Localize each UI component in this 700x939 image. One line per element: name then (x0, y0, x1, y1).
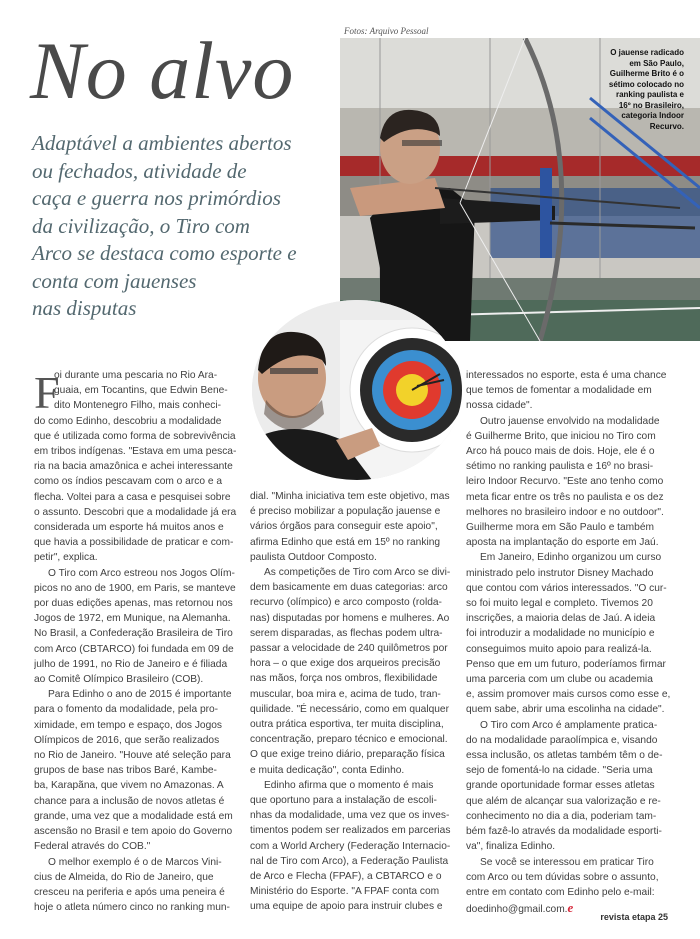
text-line: timentos podem ser realizados em parcerias (250, 825, 451, 837)
text-line: nal de Tiro com Arco), a Federação Paulista (250, 855, 449, 867)
text-line: Federal através do COB." (34, 841, 151, 853)
text-line: melhores no brasileiro indoor e no outdoor". (466, 506, 664, 518)
paragraph (250, 489, 456, 565)
caption-line: em São Paulo, (629, 58, 684, 68)
text-line: Em Janeiro, Edinho organizou um curso (480, 552, 662, 564)
text-line: grupos de base nas tribos Baré, Kambe- (34, 765, 217, 777)
text-line: que oportuno para a instalação de escoli- (250, 795, 437, 807)
article-column-2 (250, 489, 456, 915)
text-line: no Rio de Janeiro. "Houve até seleção para (34, 750, 231, 762)
text-line: conhecimento no dia a dia, poderiam tam- (466, 810, 657, 822)
paragraph (250, 778, 456, 915)
text-line: Outro jauense envolvido na modalidade (480, 415, 660, 427)
text-line: é preciso mobilizar a população jauense e (250, 506, 441, 518)
text-line: Arco há pouco mais de dois. Hoje, ele é o (466, 446, 655, 458)
text-line: ministrado pelo instrutor Disney Machado (466, 567, 654, 579)
text-line: quilidade. "É necessário, como em qualquer (250, 703, 449, 715)
paragraph (34, 855, 240, 916)
article-column-1 (34, 368, 240, 915)
text-line: dem basicamente em duas categorias: arco (250, 582, 448, 594)
caption-line: O jauense radicado (610, 48, 684, 57)
text-line: com a World Archery (Federação Internacio- (250, 840, 451, 852)
text-line: para o fomento da modalidade, pela pro- (34, 704, 219, 716)
text-line: Olímpicos de 2016, que serão realizados (34, 734, 220, 746)
end-of-article-mark: e (567, 900, 574, 916)
text-line: paulista Outdoor Composto. (250, 551, 377, 563)
text-line: muscular, boa mira e, acima de tudo, tran- (250, 688, 441, 700)
caption-line: Guilherme Brito é o (609, 69, 684, 78)
text-line: que contou com vários interessados. "O cur- (466, 582, 667, 594)
text-line: Edinho afirma que o momento é mais (264, 779, 434, 791)
paragraph (466, 368, 672, 414)
text-line: hoje o atleta número cinco no ranking mun- (34, 902, 230, 914)
text-line: considerada um esporte há muitos anos e (34, 522, 224, 534)
magazine-name: revista etapa (600, 912, 656, 922)
email-text: doedinho@gmail.com. (466, 904, 568, 916)
text-line: Se você se interessou em praticar Tiro (480, 856, 654, 868)
text-line: por duas edições apenas, mas retornou nos (34, 598, 233, 610)
text-line: va", finaliza Edinho. (466, 841, 556, 853)
text-line: é Guilherme Brito, que iniciou no Tiro com (466, 430, 656, 442)
subtitle-line: Adaptável a ambientes abertos (32, 131, 292, 155)
text-line: interessados no esporte, esta é uma chance (466, 370, 667, 381)
photo-caption (534, 48, 684, 132)
text-line: O Tiro com Arco é amplamente pratica- (480, 719, 658, 731)
text-line: leiro Indoor Recurvo. "Este ano tenho como (466, 476, 664, 488)
photo-credit: Fotos: Arquivo Pessoal (344, 26, 429, 36)
text-line: O que exige treino diário, preparação física (250, 749, 445, 761)
text-line: dial. "Minha iniciativa tem este objetivo, mas (250, 491, 450, 502)
text-line: passar a velocidade de 240 quilômetros por (250, 643, 448, 655)
subtitle-line: conta com jauenses (32, 268, 197, 293)
text-line: afirma Edinho que está em 15º no ranking (250, 536, 441, 548)
text-line: Guilherme mora em São Paulo e também (466, 522, 654, 534)
text-line: uma parceria com um clube ou academia (466, 674, 653, 686)
text-line: com Arco ou tem dúvidas sobre o assunto, (466, 871, 659, 883)
paragraph (250, 565, 456, 778)
text-line: e, assim promover mais cursos como esse e, (466, 689, 671, 701)
subtitle-line: ou fechados, atividade de (32, 158, 247, 183)
text-line: Para Edinho o ano de 2015 é importante (48, 689, 232, 701)
text-line: com Arco (CBTARCO) foi fundada em 09 de (34, 643, 234, 655)
text-line: outra prática esportiva, ter muita disciplina, (250, 719, 444, 731)
text-line: O Tiro com Arco estreou nos Jogos Olím- (48, 567, 235, 579)
text-line: chance para a inclusão de novos atletas é (34, 795, 225, 807)
text-line: No Brasil, a Confederação Brasileira de Tiro (34, 628, 233, 640)
text-line: serem disparadas, as flechas podem ultra- (250, 627, 443, 639)
text-line: O melhor exemplo é o de Marcos Vini- (48, 856, 222, 868)
text-line: hora – o que exige dos arqueiros precisão (250, 658, 441, 670)
subtitle-line: caça e guerra nos primórdios (32, 186, 281, 210)
text-line: bém fazê-lo através da modalidade esporti- (466, 826, 662, 838)
portrait-illustration (252, 300, 462, 480)
text-line: nossa cidade". (466, 400, 533, 412)
text-line: essa inclusão, os atletas também têm o de- (466, 750, 663, 762)
text-line: inscrições, a maioria delas de Jaú. A ideia (466, 613, 656, 625)
text-line: petir", explica. (34, 552, 98, 564)
paragraph (466, 414, 672, 551)
text-line: flecha. Voltei para a casa e pesquisei sobre (34, 491, 231, 503)
text-line: sétimo no ranking paulista e 16º no brasi- (466, 461, 654, 473)
text-line: em tribos indígenas. "Estava em uma pesca- (34, 446, 237, 458)
text-line: ria na bacia amazônica e achei interessante (34, 461, 233, 473)
subtitle-line: da civilização, o Tiro com (32, 213, 250, 238)
text-line: picos no ano de 1900, em Paris, se manteve (34, 582, 236, 594)
text-line: Penso que em um futuro, poderíamos firmar (466, 658, 666, 670)
text-line: que havia a possibilidade de praticar e com- (34, 537, 234, 549)
caption-line: ranking paulista e (615, 90, 684, 99)
paragraph (466, 855, 672, 918)
caption-line: Recurvo. (649, 121, 684, 131)
text-line: so foi muito legal e completo. Tivemos 20 (466, 598, 653, 610)
drop-cap: F (34, 367, 60, 418)
article-title: No alvo (30, 25, 295, 116)
text-line: uma equipe de apoio para instruir clubes e (250, 901, 443, 913)
caption-line: categoria Indoor (621, 111, 684, 120)
text-line: aposta na implantação do esporte em Jaú. (466, 537, 659, 549)
text-line: cius de Almeida, do Rio de Janeiro, que (34, 871, 214, 883)
text-line: guaia, em Tocantins, que Edwin Bene- (54, 385, 228, 397)
text-line: sejo de fomentá-lo na cidade. "Seria uma (466, 765, 653, 777)
archer-photo (340, 38, 700, 341)
page-number: 25 (657, 912, 668, 922)
text-line: grande, uma vez que a modalidade está em (34, 810, 233, 822)
text-line: conseguimos muito apoio para realizá-la. (466, 643, 652, 655)
text-line: vários órgãos para conseguir este apoio", (250, 521, 438, 533)
text-line: dito Montenegro Filho, mais conheci- (54, 400, 222, 412)
article-subtitle (32, 130, 342, 323)
text-line: que além de alcançar sua valorização e re- (466, 795, 661, 807)
paragraph (466, 550, 672, 717)
text-line: do na modalidade paraolímpica e, visando (466, 734, 658, 746)
text-line: ascensão no Brasil e tem apoio do Governo (34, 826, 233, 838)
text-line: e muita dedicação", conta Edinho. (250, 764, 405, 776)
paragraph (34, 566, 240, 688)
caption-line: sétimo colocado no (608, 79, 684, 89)
article-column-3 (466, 368, 672, 917)
text-line: de Arco e Flecha (FPAF), a CBTARCO e o (250, 871, 442, 883)
text-line: grande oportunidade formar esses atletas (466, 780, 655, 792)
text-line: nas mãos, força nos ombros, flexibilidade (250, 673, 438, 685)
text-line: entre em contato com Edinho pelo e-mail: (466, 886, 655, 898)
text-line: do como Edinho, descobriu a modalidade (34, 415, 222, 427)
text-line: oi durante uma pescaria no Rio Ara- (54, 370, 218, 381)
text-line: Ministério do Esporte. "A FPAF conta com (250, 886, 440, 898)
text-line: ximidade, em tempo e espaço, dos Jogos (34, 719, 223, 731)
text-line: concentração, preparo técnico e emocional. (250, 734, 448, 746)
text-line: nas) disputadas por homens e mulheres. Ao (250, 612, 450, 624)
text-line: ao Comitê Olímpico Brasileiro (COB). (34, 674, 204, 686)
subtitle-line: Arco se destaca como esporte e (32, 241, 297, 265)
paragraph (34, 687, 240, 854)
text-line: meta ficar entre os três no paulista e os dez (466, 491, 664, 503)
text-line: que é utilizada como forma de sobrevivência (34, 430, 236, 442)
paragraph (466, 718, 672, 855)
text-line: ba, Karapãna, que vivem no Amazonas. A (34, 780, 224, 792)
text-line: foi introduzir a modalidade no município e (466, 628, 655, 640)
text-line: como os índios pescavam com o arco e a (34, 476, 222, 488)
text-line: o assunto. Descobri que a modalidade já era (34, 506, 237, 518)
paragraph (34, 368, 240, 566)
text-line: julho de 1991, no Rio de Janeiro e é filiada (34, 658, 228, 670)
text-line: recurvo (olímpico) e arco composto (rolda- (250, 597, 442, 609)
text-line: cresceu na periferia e após uma peneira é (34, 886, 225, 898)
text-line: nhas da modalidade, uma vez que os inves- (250, 810, 450, 822)
text-line: As competições de Tiro com Arco se divi- (264, 567, 451, 579)
page-footer (600, 912, 668, 922)
text-line: que temos de fomentar a modalidade em (466, 385, 652, 397)
subtitle-line: nas disputas (32, 296, 137, 320)
portrait-with-target-photo (252, 300, 462, 480)
caption-line: 16º no Brasileiro, (618, 100, 684, 110)
text-line: quem sabe, abrir uma escolinha na cidade". (466, 704, 665, 716)
text-line: Jogos de 1972, em Munique, na Alemanha. (34, 613, 231, 625)
